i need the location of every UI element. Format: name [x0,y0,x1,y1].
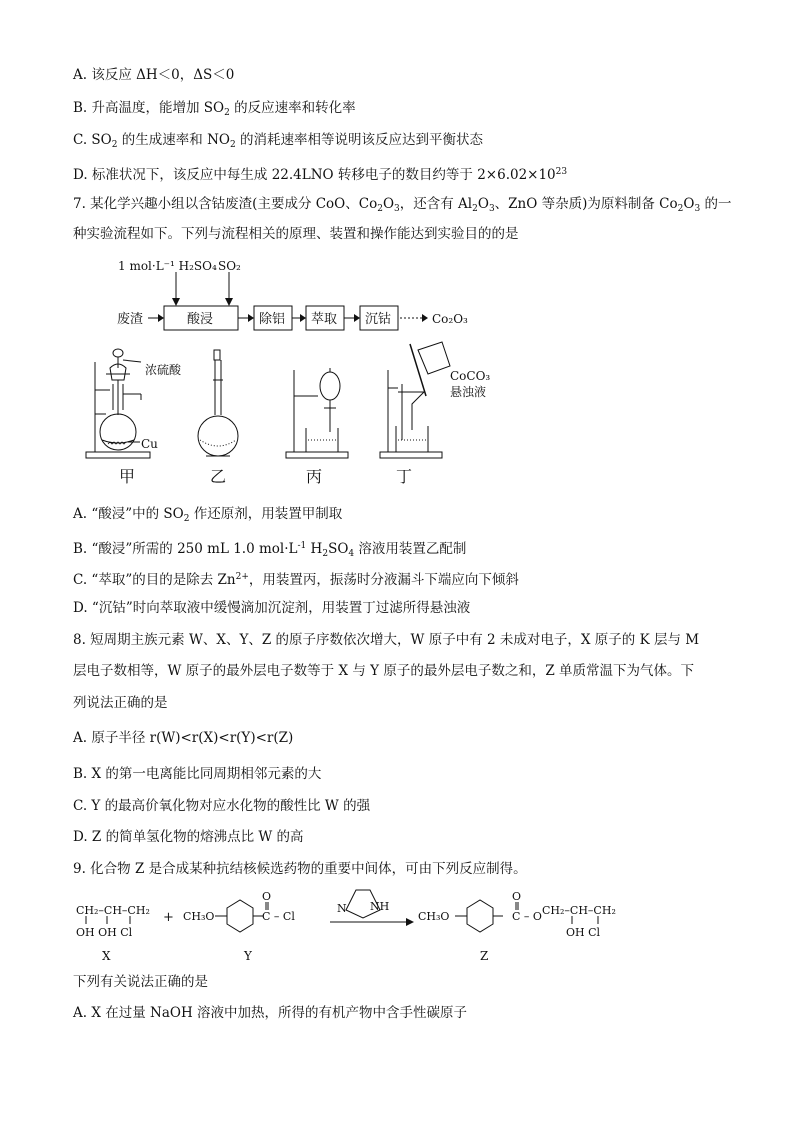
flow-start-label: 废渣 [117,312,144,327]
apparatus-bing [286,368,348,458]
reagent1-label: 1 mol·L⁻¹ H₂SO₄ [118,259,217,273]
imidazole-n: N [337,902,347,915]
q7-option-b: B. “酸浸”所需的 250 mL 1.0 $mol\cdot L^{-1}$ $H_2SO_4$ 溶液用装置乙配制 [73,541,467,559]
flow-step1-label: 酸浸 [187,312,214,327]
y-acyl-cl: C – Cl [262,910,295,923]
z-ester: C – O [512,910,542,923]
label-coco3: CoCO₃ [450,369,491,383]
y-label: Y [244,949,252,963]
z-bottom: OH Cl [566,926,601,939]
q9-stem: 9. 化合物 Z 是合成某种抗结核候选药物的重要中间体，可由下列反应制得。 [73,861,527,877]
q8-option-c: C. Y 的最高价氧化物对应水化物的酸性比 W 的强 [73,798,371,814]
z-methoxy: CH₃O [418,910,450,923]
x-label: X [102,949,111,963]
label-bing: 丙 [306,467,323,486]
q8-option-b: B. X 的第一电离能比同周期相邻元素的大 [73,766,322,782]
q8-option-d: D. Z 的简单氢化物的熔沸点比 W 的高 [73,829,304,845]
benzene-ring-z [467,900,493,932]
z-top: CH₂–CH–CH₂ [542,904,616,917]
q6-option-c: C. $SO_2$ 的生成速率和 $NO_2$ 的消耗速率相等说明该反应达到平衡状态 [73,132,483,150]
apparatus-yi [198,350,238,456]
label-conc-acid: 浓硫酸 [145,363,182,377]
benzene-ring-y [227,900,253,932]
q7-stem-line1: 7. 某化学兴趣小组以含钴废渣(主要成分 CoO、$Co_2O_3$，还含有 $Al_2O_3$、ZnO 等杂质)为原料制备 $Co_2O_3$ 的一 [73,196,732,214]
q6-option-b: B. 升高温度，能增加 $SO_2$ 的反应速率和转化率 [73,100,356,118]
plus-sign: + [163,910,174,925]
flow-step2-label: 除铝 [259,312,286,327]
q7-option-c: C. “萃取”的目的是除去 $Zn^{2+}$，用装置丙，振荡时分液漏斗下端应向下倾斜 [73,572,519,588]
y-methoxy: CH₃O [183,910,215,923]
q8-stem-line1: 8. 短周期主族元素 W、X、Y、Z 的原子序数依次增大，W 原子中有 2 未成对电子，X 原子的 K 层与 M [73,632,700,648]
imidazole-nh: NH [370,900,390,913]
apparatus-figure [0,340,794,490]
x-top: CH₂–CH–CH₂ [76,904,150,917]
q9-option-a: A. X 在过量 NaOH 溶液中加热，所得的有机产物中含手性碳原子 [73,1005,468,1021]
y-carbonyl-o: O [262,890,272,903]
q9-question: 下列有关说法正确的是 [73,974,208,990]
q7-option-d: D. “沉钴”时向萃取液中缓慢滴加沉淀剂，用装置丁过滤所得悬浊液 [73,600,471,616]
q6-option-d: D. 标准状况下，该反应中每生成 22.4LNO 转移电子的数目约等于 $2\times 6.02\times 10^{23}$ [73,167,568,183]
q6-option-a: A. 该反应 ΔH＜0，ΔS＜0 [73,67,235,83]
process-flow-diagram [0,252,794,342]
label-ding: 丁 [396,467,413,486]
x-bottom: OH OH Cl [76,926,133,939]
flow-step4-label: 沉钴 [365,312,392,327]
label-suspension: 悬浊液 [450,385,487,399]
q8-stem-line3: 列说法正确的是 [73,695,168,711]
reaction-scheme [0,882,794,962]
z-label: Z [480,949,489,963]
label-yi: 乙 [210,467,227,486]
flow-end-label: Co₂O₃ [432,312,468,326]
q7-stem-line2: 种实验流程如下。下列与流程相关的原理、装置和操作能达到实验目的的是 [73,226,519,242]
q8-option-a: A. 原子半径 r(W)<r(X)<r(Y)<r(Z) [73,730,294,746]
flow-step3-label: 萃取 [311,312,338,327]
reagent2-label: SO₂ [218,259,241,273]
q7-option-a: A. “酸浸”中的 $SO_2$ 作还原剂，用装置甲制取 [73,506,343,524]
label-cu: Cu [141,437,158,451]
z-carbonyl-o: O [512,890,522,903]
label-jia: 甲 [119,467,136,486]
q8-stem-line2: 层电子数相等，W 原子的最外层电子数等于 X 与 Y 原子的最外层电子数之和，Z 单质常温下为气体。下 [73,663,695,679]
apparatus-ding [380,342,450,458]
